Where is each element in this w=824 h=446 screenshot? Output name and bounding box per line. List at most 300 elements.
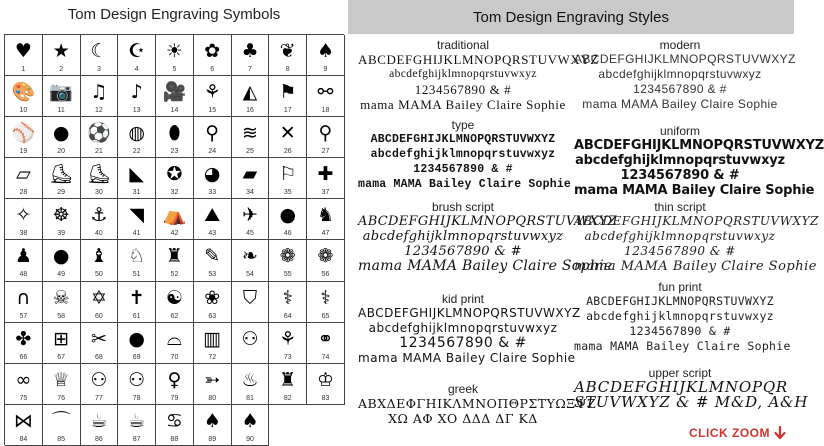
tennis-racket-icon: ⚲ — [318, 122, 333, 145]
symbol-number: 63 — [208, 312, 217, 320]
symbol-number: 88 — [170, 435, 179, 443]
symbol-number: 64 — [283, 312, 292, 320]
style-label: type — [451, 118, 475, 132]
symbol-number: 65 — [321, 312, 330, 320]
symbol-number: 17 — [283, 107, 292, 115]
swimmer-icon: ≋ — [242, 122, 258, 145]
moon-stars-icon: ☪ — [128, 40, 146, 62]
style-brush-script[interactable] — [358, 200, 617, 274]
open-book-icon: ▥ — [203, 327, 222, 350]
style-kid-print[interactable] — [358, 292, 581, 366]
style-label: upper script — [648, 366, 712, 380]
symbol-cell[interactable] — [232, 158, 270, 199]
symbol-number: 57 — [19, 312, 28, 320]
symbol-number: 26 — [283, 148, 292, 156]
style-line: mama MAMA Bailey Claire Sophie — [358, 258, 613, 274]
cat-face-icon: ● — [52, 245, 70, 268]
symbol-number: 72 — [208, 353, 217, 361]
flower-icon: ✿ — [204, 40, 221, 62]
symbol-number: 29 — [57, 189, 66, 197]
skateboard-icon: ▱ — [16, 163, 31, 186]
symbol-cell[interactable] — [307, 323, 345, 364]
symbol-cell[interactable] — [118, 158, 156, 199]
symbol-number: 55 — [283, 271, 292, 279]
symbol-cell[interactable] — [81, 76, 119, 117]
symbol-cell[interactable] — [118, 199, 156, 240]
infinity-icon: ∞ — [15, 368, 32, 391]
symbol-cell[interactable] — [156, 158, 194, 199]
mountains-icon: ⛰ — [204, 204, 221, 227]
symbol-cell[interactable] — [307, 199, 345, 240]
symbol-cell[interactable] — [81, 35, 119, 76]
symbol-cell[interactable] — [43, 364, 81, 405]
symbol-cell[interactable] — [194, 35, 232, 76]
symbol-cell[interactable] — [194, 240, 232, 281]
sun-icon: ☀ — [165, 40, 183, 62]
style-label: modern — [659, 38, 701, 52]
cat-icon: ♝ — [90, 245, 108, 268]
tent-icon: ⛺ — [162, 204, 187, 227]
style-line: abcdefghijklmnopqrstuvwxyz — [598, 67, 762, 81]
style-line: mama MAMA Bailey Claire Sophie — [582, 97, 778, 111]
symbol-number: 84 — [19, 435, 28, 443]
symbol-cell[interactable] — [307, 240, 345, 281]
paw-prints-icon: ❁ — [317, 245, 334, 268]
symbol-number: 76 — [57, 394, 66, 402]
baseball-icon: ⚾ — [11, 122, 36, 145]
symbol-cell[interactable] — [43, 158, 81, 199]
symbol-cell[interactable] — [269, 282, 307, 323]
cheerleader-icon: ⚑ — [279, 81, 297, 104]
globe-icon: ◕ — [203, 163, 221, 186]
symbol-number: 28 — [19, 189, 28, 197]
hockey-sticks-icon: ✕ — [279, 122, 296, 145]
symbol-cell[interactable] — [269, 35, 307, 76]
puzzle-piece-icon: ✚ — [317, 163, 334, 186]
symbol-number: 21 — [95, 148, 103, 156]
yin-yang-icon: ☯ — [165, 286, 183, 309]
basketball-icon: ● — [52, 122, 70, 145]
symbol-number: 3 — [96, 66, 101, 73]
symbol-number: 86 — [95, 435, 103, 443]
symbol-number: 43 — [208, 230, 217, 238]
movie-camera-icon: 🎥 — [162, 81, 187, 104]
symbol-number: 12 — [95, 107, 103, 115]
symbol-number: 40 — [95, 230, 103, 238]
symbol-cell[interactable] — [194, 158, 232, 199]
symbol-number: 34 — [246, 189, 254, 197]
style-modern[interactable] — [574, 38, 796, 112]
symbol-number: 56 — [321, 271, 330, 279]
caduceus-icon: ⚕ — [320, 286, 331, 309]
symbol-number: 52 — [170, 271, 179, 279]
symbol-cell[interactable] — [81, 158, 119, 199]
symbol-number: 11 — [57, 107, 65, 115]
style-thin-script[interactable] — [574, 200, 819, 274]
baby-feet-icon: ⚇ — [128, 368, 146, 391]
crown-icon: ♔ — [316, 368, 335, 391]
symbol-number: 47 — [321, 230, 330, 238]
symbol-number: 16 — [246, 107, 254, 115]
symbol-cell[interactable] — [307, 282, 345, 323]
glasses-icon: ⚇ — [241, 327, 259, 350]
symbol-number: 30 — [95, 189, 103, 197]
symbol-number: 7 — [248, 66, 252, 73]
style-line: 1234567890 & # — [413, 163, 513, 176]
symbol-cell[interactable] — [156, 117, 194, 158]
symbol-number: 45 — [246, 230, 254, 238]
symbol-cell[interactable] — [307, 158, 345, 199]
star-of-david-icon: ✡ — [90, 286, 107, 309]
symbol-cell[interactable] — [81, 199, 119, 240]
symbol-cell[interactable] — [118, 240, 156, 281]
heart-icon: ♥ — [14, 40, 32, 62]
symbol-cell[interactable] — [232, 199, 270, 240]
snowboard-icon: ⛸ — [49, 163, 74, 186]
symbol-cell[interactable] — [156, 364, 194, 405]
style-line: abcdefghijklmnopqrstuvwxyz — [362, 229, 564, 244]
symbol-number: 73 — [283, 353, 292, 361]
award-ribbon-icon: ✪ — [166, 163, 183, 186]
symbol-cell[interactable] — [156, 405, 194, 446]
style-line: 1234567890 & # — [624, 244, 736, 258]
style-line: 1234567890 & # — [620, 168, 740, 183]
wedding-rings-icon: ⚭ — [317, 327, 334, 350]
coffee-cup-icon: ☕ — [90, 409, 108, 432]
clover-icon: ♣ — [241, 40, 259, 62]
symbol-cell[interactable] — [156, 35, 194, 76]
style-line: 1234567890 & # — [629, 324, 731, 338]
style-line: mama MAMA Bailey Claire Sophie — [358, 351, 576, 365]
bicycle-icon: ⚲ — [205, 122, 220, 145]
symbol-number: 83 — [321, 394, 330, 402]
styles-header — [348, 0, 794, 34]
palette-icon: 🎨 — [11, 81, 36, 104]
symbol-number: 19 — [19, 148, 28, 156]
symbol-number: 51 — [132, 271, 141, 279]
symbols-title: Tom Design Engraving Symbols — [67, 6, 281, 23]
awareness-ribbon-icon: ♋ — [165, 409, 183, 432]
symbol-cell[interactable] — [232, 76, 270, 117]
baby-icon: ♀ — [167, 368, 182, 391]
symbol-number: 66 — [19, 353, 28, 361]
symbol-cell[interactable] — [269, 158, 307, 199]
symbol-cell[interactable] — [194, 282, 232, 323]
symbol-cell[interactable] — [194, 117, 232, 158]
style-label: uniform — [659, 124, 700, 138]
symbol-cell[interactable] — [232, 35, 270, 76]
symbol-cell[interactable] — [43, 240, 81, 281]
symbol-cell[interactable] — [156, 199, 194, 240]
moon-icon: ☾ — [90, 40, 108, 62]
dog-face-icon: ● — [279, 204, 297, 227]
symbol-cell[interactable] — [269, 76, 307, 117]
style-line: 1234567890 & # — [404, 244, 522, 259]
camera-icon: 📷 — [49, 81, 73, 104]
symbol-number: 18 — [321, 107, 330, 115]
symbol-cell[interactable] — [194, 323, 232, 364]
horseshoe-icon: ∩ — [16, 286, 31, 309]
guitar-icon: ♫ — [90, 81, 108, 104]
symbol-number: 39 — [57, 230, 66, 238]
symbol-number: 49 — [57, 271, 66, 279]
style-line: abcdefghijklmnopqrstuvwxyz — [575, 153, 785, 168]
symbol-number: 61 — [132, 312, 141, 320]
lovebirds-icon: ⚘ — [279, 327, 297, 350]
symbol-cell[interactable] — [307, 76, 345, 117]
style-line: ABCDEFGHIJKLMNOPQR — [574, 378, 789, 396]
symbol-cell[interactable] — [43, 282, 81, 323]
symbol-cell[interactable] — [118, 35, 156, 76]
symbol-number: 4 — [134, 66, 139, 73]
symbol-cell[interactable] — [81, 323, 119, 364]
symbol-cell[interactable] — [232, 117, 270, 158]
symbol-cell[interactable] — [194, 76, 232, 117]
symbol-cell[interactable] — [5, 282, 43, 323]
soccer-ball-icon: ⚽ — [87, 122, 111, 145]
first-aid-kit-icon: ⊞ — [53, 327, 70, 350]
symbol-cell[interactable] — [5, 35, 43, 76]
arrow-icon: ➳ — [204, 368, 221, 391]
us-flag-icon: ⚐ — [279, 163, 297, 186]
horse-icon: ♘ — [128, 245, 146, 268]
symbol-cell[interactable] — [269, 117, 307, 158]
symbol-cell[interactable] — [43, 199, 81, 240]
symbol-number: 75 — [19, 394, 28, 402]
symbol-number: 58 — [57, 312, 66, 320]
dogs-icon: ♟ — [14, 245, 32, 268]
symbol-cell[interactable] — [307, 117, 345, 158]
symbol-cell[interactable] — [118, 323, 156, 364]
airplane-icon: ✈ — [242, 204, 258, 227]
style-line: ΧΩ ΑΦ ΧΟ ΔΔΔ ΔΓ ΚΔ — [388, 411, 538, 426]
nurse-icon: ⚕ — [282, 286, 293, 309]
symbol-cell[interactable] — [81, 405, 119, 446]
ice-skate-icon: ⛸ — [86, 163, 111, 186]
symbol-number: 27 — [321, 148, 330, 156]
symbol-number: 74 — [321, 353, 330, 361]
symbol-cell[interactable] — [194, 364, 232, 405]
police-badge-icon: ⛉ — [242, 286, 258, 309]
graduation-cap-icon: ⌓ — [166, 327, 182, 350]
symbol-cell[interactable] — [5, 405, 43, 446]
symbol-number: 90 — [246, 435, 254, 443]
symbol-cell[interactable] — [43, 405, 81, 446]
style-line: ABCDEFGHIJKLMNOPQRSTUVWXYZ — [370, 133, 556, 146]
zoom-label: CLICK ZOOM — [689, 426, 770, 440]
style-line: ABCDEFGHIJKLMNOPQRSTUVWXYZ — [574, 52, 796, 66]
symbol-cell[interactable] — [232, 323, 270, 364]
symbol-cell[interactable] — [118, 117, 156, 158]
symbol-number: 24 — [208, 148, 217, 156]
rainbow-icon: ⌒ — [51, 409, 71, 432]
symbol-cell[interactable] — [118, 364, 156, 405]
symbol-number: 42 — [170, 230, 179, 238]
click-zoom-button[interactable] — [689, 426, 786, 440]
symbol-number: 32 — [170, 189, 179, 197]
symbol-cell[interactable] — [81, 117, 119, 158]
symbol-cell[interactable] — [269, 364, 307, 405]
symbol-number: 68 — [95, 353, 103, 361]
symbol-cell[interactable] — [232, 405, 270, 446]
style-label: traditional — [436, 38, 490, 52]
ship-wheel-icon: ☸ — [52, 204, 70, 227]
symbols-panel — [0, 0, 348, 445]
symbol-number: 89 — [208, 435, 217, 443]
symbol-cell[interactable] — [43, 117, 81, 158]
symbol-cell[interactable] — [118, 282, 156, 323]
style-label: fun print — [658, 280, 702, 294]
style-line: STUVWXYZ & # M&D, A&H — [574, 393, 809, 411]
symbol-number: 70 — [170, 353, 179, 361]
symbol-number: 35 — [283, 189, 292, 197]
symbol-number: 82 — [283, 394, 292, 402]
symbol-cell[interactable] — [5, 117, 43, 158]
style-line: 1234567890 & # — [414, 82, 512, 97]
symbol-cell[interactable] — [194, 199, 232, 240]
symbol-cell[interactable] — [5, 199, 43, 240]
symbol-number: 77 — [95, 394, 103, 402]
pineapple-icon: ♨ — [241, 368, 259, 391]
ballet-shoes-icon: ⚯ — [317, 81, 334, 104]
style-line: ABCDEFGHIJKLMNOPQRSTUVWXYZ — [574, 214, 819, 228]
compass-icon: ✧ — [15, 204, 32, 227]
symbol-cell[interactable] — [269, 240, 307, 281]
symbol-cell[interactable] — [232, 364, 270, 405]
maple-leaf-icon: ❦ — [279, 40, 296, 62]
symbol-cell[interactable] — [156, 323, 194, 364]
style-fun-print[interactable] — [574, 280, 791, 354]
symbol-cell[interactable] — [156, 76, 194, 117]
symbol-number: 2 — [59, 66, 64, 73]
symbol-number: 67 — [57, 353, 66, 361]
symbol-cell[interactable] — [81, 240, 119, 281]
symbol-number: 62 — [170, 312, 179, 320]
symbol-cell[interactable] — [81, 364, 119, 405]
styles-panel — [348, 0, 824, 445]
style-line: mama MAMA Bailey Claire Sophie — [360, 97, 566, 112]
symbol-number: 54 — [246, 271, 254, 279]
angel-wings-icon: ♠ — [203, 409, 221, 432]
symbol-cell[interactable] — [43, 76, 81, 117]
usa-map-icon: ▰ — [242, 163, 258, 186]
symbol-number: 10 — [19, 107, 28, 115]
pizza-icon: ◭ — [242, 81, 258, 104]
symbol-number: 48 — [19, 271, 28, 279]
symbol-number: 69 — [132, 353, 141, 361]
butterfly-icon: ❧ — [242, 245, 258, 268]
football-icon: ⬮ — [168, 122, 181, 145]
elephant-icon: ♜ — [165, 245, 183, 268]
symbol-number: 15 — [208, 107, 217, 115]
symbol-number: 41 — [132, 230, 141, 238]
symbol-cell[interactable] — [156, 240, 194, 281]
symbol-number: 37 — [321, 189, 330, 197]
symbol-cell[interactable] — [43, 323, 81, 364]
symbol-number: 53 — [208, 271, 217, 279]
style-line: abcdefghijklmnopqrstuvwxyz — [584, 229, 776, 243]
symbol-cell[interactable] — [5, 240, 43, 281]
style-line: abcdefghijklmnopqrstuvwxyz — [368, 321, 558, 335]
symbol-number: 13 — [132, 107, 141, 115]
gymnast-icon: ⚘ — [203, 81, 221, 104]
style-greek[interactable] — [358, 382, 597, 426]
style-line: abcdefghijklmnopqrstuvwxyz — [586, 309, 774, 323]
symbol-number: 31 — [132, 189, 141, 197]
paw-print-icon: ❁ — [279, 245, 296, 268]
symbol-cell[interactable] — [232, 240, 270, 281]
style-upper-script[interactable] — [574, 366, 809, 411]
symbol-cell[interactable] — [43, 35, 81, 76]
style-line: 1234567890 & # — [399, 335, 527, 351]
symbol-number: 1 — [21, 66, 26, 73]
symbol-cell[interactable] — [307, 35, 345, 76]
symbol-number: 81 — [246, 394, 254, 402]
style-line: ABCDEFGHIJKLMNOPQRSTUVWXYZ — [358, 52, 599, 67]
symbol-number: 20 — [57, 148, 66, 156]
symbol-number: 80 — [208, 394, 217, 402]
style-line: 1234567890 & # — [633, 82, 727, 96]
symbol-cell[interactable] — [118, 405, 156, 446]
symbol-number: 85 — [57, 435, 66, 443]
dog-icon: ♞ — [316, 204, 335, 227]
symbol-number: 78 — [132, 394, 141, 402]
style-line: ABCDEFGHIJKLMNOPQRSTUVWXYZ — [358, 214, 617, 229]
symbol-cell[interactable] — [5, 323, 43, 364]
symbol-cell[interactable] — [5, 364, 43, 405]
sneaker-icon: ◣ — [129, 163, 144, 186]
symbol-cell[interactable] — [5, 158, 43, 199]
dog-bone-icon: ✎ — [204, 245, 221, 268]
bow-icon: ⋈ — [13, 409, 33, 432]
anchor-icon: ⚓ — [90, 204, 108, 227]
dove-icon: ♠ — [241, 409, 259, 432]
symbol-cell[interactable] — [194, 405, 232, 446]
symbol-cell[interactable] — [269, 199, 307, 240]
symbol-number: 87 — [132, 435, 141, 443]
castle-icon: ♜ — [279, 368, 297, 391]
style-type[interactable] — [358, 118, 572, 192]
style-line: ΑΒΧΔΕΦΓΗΙΚΛΜΝΟΠΘΡΣΤΥΩΞΨΖ — [358, 396, 597, 411]
baby-carriage-icon: ⚇ — [90, 368, 108, 391]
style-label: kid print — [441, 292, 485, 306]
star-of-life-icon: ✤ — [15, 327, 32, 350]
style-uniform[interactable] — [574, 124, 824, 198]
symbol-cell[interactable] — [81, 282, 119, 323]
style-label: brush script — [431, 200, 495, 214]
symbol-cell[interactable] — [269, 323, 307, 364]
symbol-number: 46 — [283, 230, 292, 238]
symbol-number: 38 — [19, 230, 28, 238]
symbol-cell[interactable] — [232, 282, 270, 323]
arrow-down-icon — [774, 426, 786, 440]
symbol-cell[interactable] — [118, 76, 156, 117]
styles-title: Tom Design Engraving Styles — [473, 8, 669, 26]
symbol-cell[interactable] — [307, 364, 345, 405]
symbol-cell[interactable] — [5, 76, 43, 117]
hiking-boot-icon: ◥ — [129, 204, 144, 227]
symbol-number: 6 — [210, 66, 215, 73]
style-traditional[interactable] — [358, 38, 599, 112]
style-line: ABCDEFGHIJKLMNOPQRSTUVWXYZ — [586, 294, 774, 308]
symbol-cell[interactable] — [156, 282, 194, 323]
symbol-number: 79 — [170, 394, 179, 402]
apple-icon: ● — [128, 327, 145, 350]
symbol-number: 14 — [170, 107, 179, 115]
symbol-number: 60 — [95, 312, 103, 320]
music-note-icon: ♪ — [130, 81, 143, 104]
symbol-number: 23 — [170, 148, 179, 156]
